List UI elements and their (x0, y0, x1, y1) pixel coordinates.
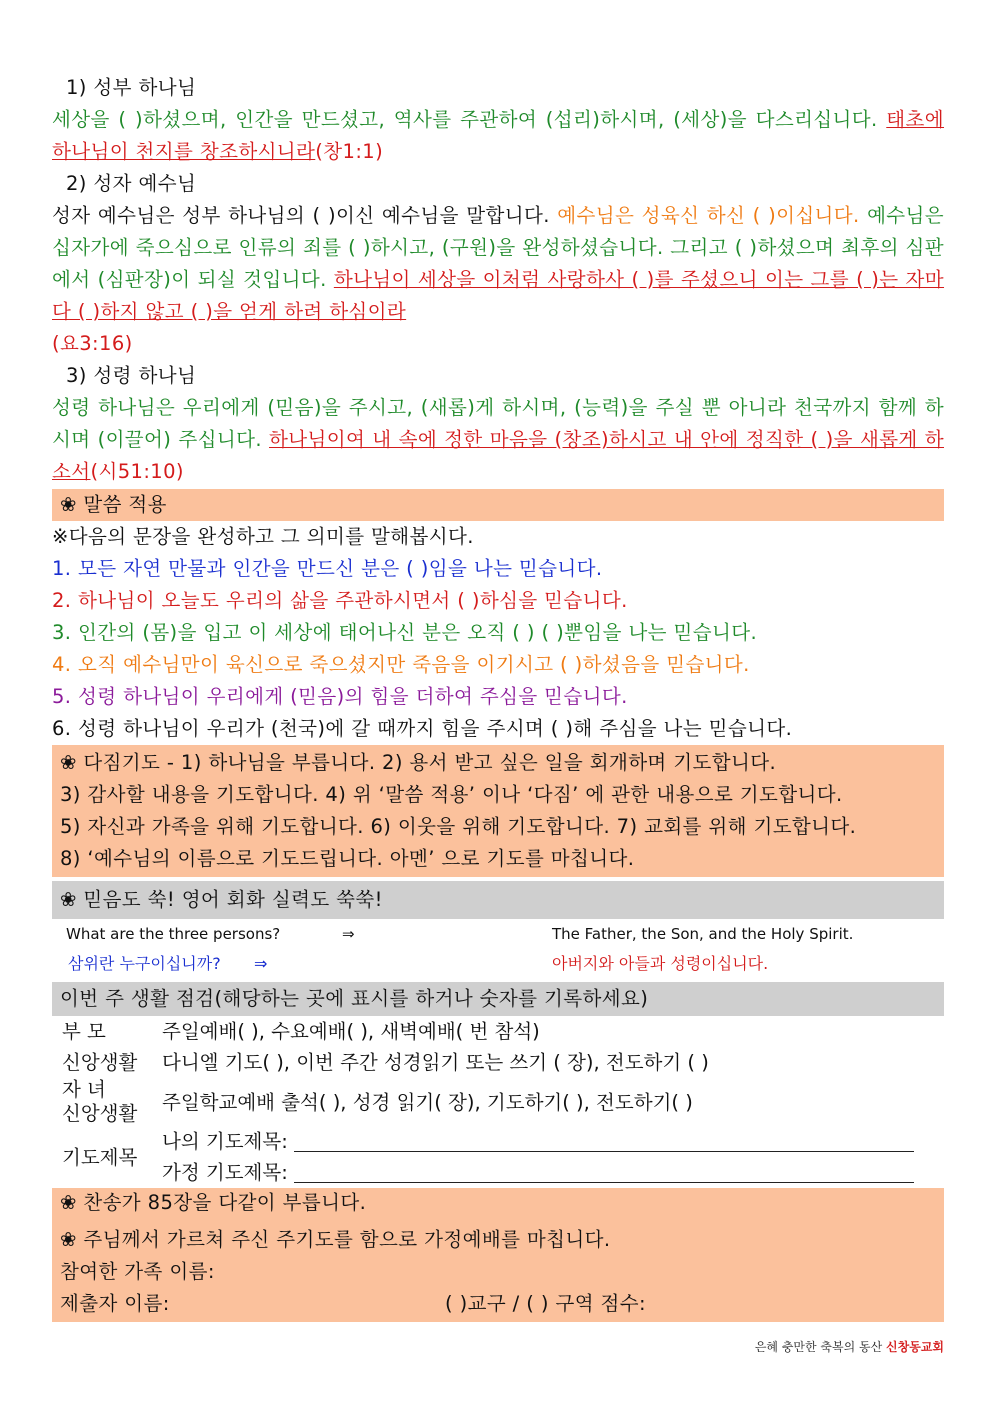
spirit-verse: 하나님이여 내 속에 정한 마음을 (창조)하시고 내 안에 정직한 ( )을 새롭게 하소서 (52, 428, 944, 483)
apply-item-2: 2. 하나님이 오늘도 우리의 삶을 주관하시면서 ( )하심을 믿습니다. (52, 589, 628, 612)
parent-devotion-row: 다니엘 기도( ), 이번 주간 성경읽기 또는 쓰기 ( 장), 전도하기 ( ) (162, 1051, 709, 1074)
prayer-topic-label: 기도제목 (62, 1145, 138, 1169)
korean-answer: 아버지와 아들과 성령이십니다. (552, 954, 769, 973)
parent-worship-row: 주일예배( ), 수요예배( ), 새벽예배( 번 참석) (162, 1020, 540, 1043)
church-name: 신창동교회 (886, 1340, 944, 1354)
father-paragraph (52, 104, 944, 168)
church-footer (755, 1338, 944, 1355)
spirit-text: 성령 하나님은 우리에게 (믿음)을 주시고, (새롭)게 하시며, (능력)을 주실 뿐 아니라 천국까지 함께 하시며 (이끌어) 주십니다. (52, 396, 944, 451)
child-label (52, 1078, 162, 1126)
my-prayer-input[interactable] (294, 1133, 914, 1152)
english-question-row (52, 919, 944, 949)
parent-label-1: 부 모 (62, 1020, 106, 1043)
prayer-box (52, 745, 944, 877)
spirit-paragraph (52, 392, 944, 488)
family-prayer-row (162, 1157, 944, 1188)
family-prayer-label: 가정 기도제목: (162, 1161, 288, 1184)
lords-prayer-line: ❀ 주님께서 가르쳐 주신 주기도를 함으로 가정예배를 마칩니다. (60, 1228, 611, 1251)
english-question: What are the three persons? (66, 925, 281, 943)
son-verse-ref: (요3:16) (52, 332, 133, 355)
english-arrow-2: ⇒ (254, 954, 268, 973)
child-label-2: 신앙생활 (62, 1102, 138, 1125)
family-names-line: 참여한 가족 이름: (60, 1260, 215, 1283)
prayer-line-2: 3) 감사할 내용을 기도합니다. 4) 위 ‘말씀 적용’ 이나 ‘다짐’ 에 관한 내용으로 기도합니다. (60, 783, 843, 806)
father-verse: 태초에 하나님이 천지를 창조하시니라 (52, 108, 944, 163)
apply-intro: ※다음의 문장을 완성하고 그 의미를 말해봅시다. (52, 525, 474, 548)
submitter-label: 제출자 이름: (60, 1292, 170, 1315)
apply-item-6: 6. 성령 하나님이 우리가 (천국)에 갈 때까지 힘을 주시며 ( )해 주심을 나는 믿습니다. (52, 717, 793, 740)
family-prayer-input[interactable] (294, 1164, 914, 1183)
footer-text: 은혜 충만한 축복의 동산 (754, 1340, 887, 1354)
apply-section-title: ❀ 말씀 적용 (52, 489, 944, 521)
son-text-2: 예수님은 성육신 하신 ( )이십니다. (557, 204, 868, 227)
english-answer: The Father, the Son, and the Holy Spirit. (552, 925, 854, 943)
section-heading-son: 2) 성자 예수님 (66, 172, 197, 195)
son-text-3: 예수님은 십자가에 죽으심으로 인류의 죄를 ( )하시고, (구원)을 완성하셨습니다. 그리고 ( )하셨으며 최후의 심판에서 (심판장)이 되실 것입니다. (52, 204, 945, 291)
father-verse-ref: (창1:1) (315, 140, 384, 163)
father-text: 세상을 ( )하셨으며, 인간을 만드셨고, 역사를 주관하여 (섭리)하시며, (세상)을 다스리십니다. (52, 108, 887, 131)
weekly-check-table (52, 1016, 944, 1188)
closing-box (52, 1188, 944, 1322)
section-heading-father: 1) 성부 하나님 (66, 76, 197, 99)
my-prayer-row (162, 1126, 944, 1157)
section-heading-spirit: 3) 성령 하나님 (66, 364, 197, 387)
spirit-verse-ref: (시51:10) (90, 460, 184, 483)
prayer-line-4: 8) ‘예수님의 이름으로 기도드립니다. 아멘’ 으로 기도를 마칩니다. (60, 847, 635, 870)
prayer-line-3: 5) 자신과 가족을 위해 기도합니다. 6) 이웃을 위해 기도합니다. 7) 교회를 위해 기도합니다. (60, 815, 857, 838)
apply-item-3: 3. 인간의 (몸)을 입고 이 세상에 태어나신 분은 오직 ( ) ( )뿐임을 나는 믿습니다. (52, 621, 758, 644)
korean-question-row (52, 949, 944, 979)
check-section-title: 이번 주 생활 점검(해당하는 곳에 표시를 하거나 숫자를 기록하세요) (52, 982, 944, 1016)
apply-item-5: 5. 성령 하나님이 우리에게 (믿음)의 힘을 더하여 주심을 믿습니다. (52, 685, 628, 708)
english-arrow-1: ⇒ (342, 925, 355, 943)
son-paragraph (52, 200, 944, 360)
son-verse: 하나님이 세상을 이처럼 사랑하사 ( )를 주셨으니 이는 그를 ( )는 자마다 ( )하지 않고 ( )을 얻게 하려 하심이라 (52, 268, 945, 323)
child-faith-row: 주일학교예배 출석( ), 성경 읽기( 장), 기도하기( ), 전도하기( ) (162, 1090, 693, 1114)
child-label-1: 자 녀 (62, 1078, 106, 1101)
my-prayer-label: 나의 기도제목: (162, 1130, 288, 1153)
apply-item-1: 1. 모든 자연 만물과 인간을 만드신 분은 ( )임을 나는 믿습니다. (52, 557, 603, 580)
district-score-label: ( )교구 / ( ) 구역 점수: (445, 1292, 646, 1315)
worksheet-page (52, 72, 944, 1322)
parent-label-2: 신앙생활 (62, 1051, 138, 1074)
son-text-1: 성자 예수님은 성부 하나님의 ( )이신 예수님을 말합니다. (52, 204, 558, 227)
korean-question: 삼위란 누구이십니까? (68, 954, 221, 973)
submitter-line (60, 1288, 944, 1320)
english-section-title: ❀ 믿음도 쑥! 영어 회화 실력도 쑥쑥! (52, 881, 944, 919)
hymn-line: ❀ 찬송가 85장을 다같이 부릅니다. (60, 1191, 367, 1214)
apply-item-4: 4. 오직 예수님만이 육신으로 죽으셨지만 죽음을 이기시고 ( )하셨음을 믿습니다. (52, 653, 750, 676)
prayer-line-1: ❀ 다짐기도 - 1) 하나님을 부릅니다. 2) 용서 받고 싶은 일을 회개하며 기도합니다. (60, 751, 777, 774)
